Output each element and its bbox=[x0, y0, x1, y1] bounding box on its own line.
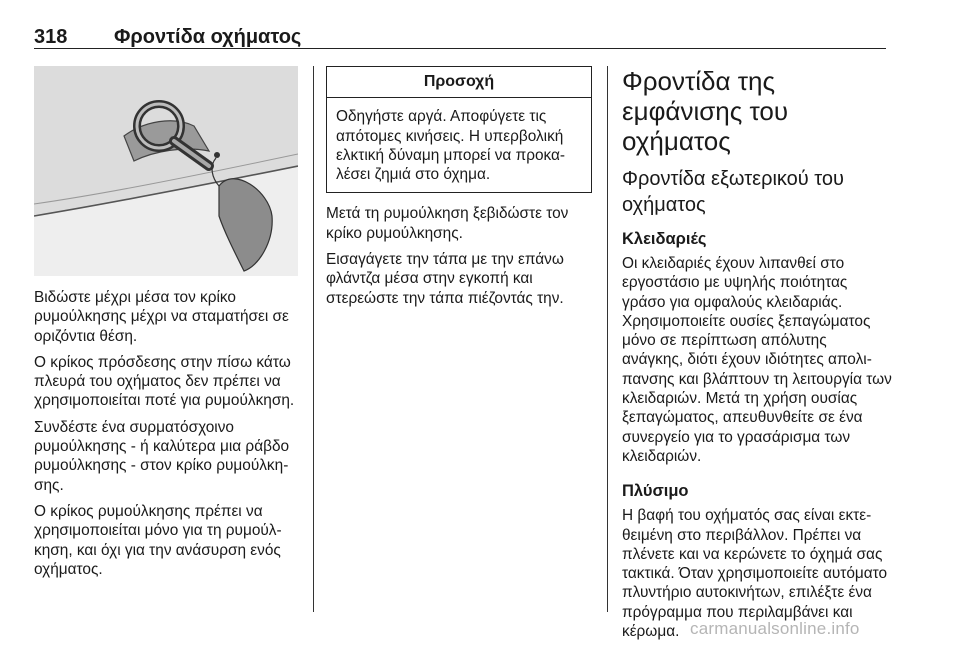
column-1 bbox=[34, 288, 302, 586]
washing-heading: Πλύσιμο bbox=[622, 482, 689, 501]
column-divider-1 bbox=[313, 66, 314, 612]
column-2 bbox=[326, 66, 592, 315]
paragraph: Μετά τη ρυμούλκηση ξεβιδώστε τον κρίκο ρυμούλκησης. bbox=[326, 205, 569, 242]
locks-text: Οι κλειδαριές έχουν λιπανθεί στο εργοστάσιο με υψηλής ποιότητας γράσο για ομφαλούς κλειδαριάς. Χρησιμοποιείτε ουσίες ξεπαγώματος μόνο σε περίπτωση απόλυτης ανάγκης, διότι έχουν ιδιότητες απολιπανσης και βλάπτουν τη λειτουργία των κλειδαριών. Μετά τη χρήση ουσίας ξεπαγώματος, απευθυνθείτε σε ένα συνεργείο για το γρασάρισμα των κλειδαριών. bbox=[622, 255, 892, 465]
header-rule bbox=[34, 48, 886, 49]
page-header bbox=[34, 26, 886, 50]
locks-heading: Κλειδαριές bbox=[622, 230, 707, 248]
caution-text: Οδηγήστε αργά. Αποφύγετε τις απότομες κινήσεις. Η υπερβολική ελκτική δύναμη μπορεί να προκαλέσει ζημιά στο όχημα. bbox=[336, 108, 566, 184]
washing-text: Η βαφή του οχήματός σας είναι εκτεθειμένη στο περιβάλλον. Πρέπει να πλένετε και να κερώνετε το όχημά σας τακτικά. Όταν χρησιμοποιείτε αυτόματο πλυντήριο αυτοκινήτων, επιλέξτε ένα πρόγραμμα που περιλαμβάνει και κέρωμα. bbox=[622, 507, 888, 641]
tow-hook-illustration bbox=[34, 66, 298, 276]
column-divider-2 bbox=[607, 66, 608, 612]
paragraph: Βιδώστε μέχρι μέσα τον κρίκο ρυμούλκησης μέχρι να σταματήσει σε οριζόντια θέση. bbox=[34, 289, 289, 345]
column-3 bbox=[622, 66, 892, 648]
section-heading: Φροντίδα της εμφάνισης του οχήματος bbox=[622, 66, 789, 156]
watermark: carmanualsonline.info bbox=[690, 619, 860, 638]
page-number: 318 bbox=[34, 26, 68, 48]
subsection-heading: Φροντίδα εξωτερικού του οχήματος bbox=[622, 168, 844, 216]
paragraph: Συνδέστε ένα συρματόσχοινο ρυμούλκησης - ή καλύτερα μια ράβδο ρυμούλκησης - στον κρίκο ρυμούλκησης. bbox=[34, 418, 290, 494]
paragraph: Ο κρίκος πρόσδεσης στην πίσω κάτω πλευρά του οχήματος δεν πρέπει να χρησιμοποιείται ποτέ για ρυμούλκηση. bbox=[34, 353, 295, 410]
chapter-title: Φροντίδα οχήματος bbox=[114, 26, 302, 48]
tow-hook-icon bbox=[34, 66, 298, 276]
paragraph: Εισαγάγετε την τάπα με την επάνω φλάντζα μέσα στην εγκοπή και στερεώστε την τάπα πιέζοντάς την. bbox=[326, 251, 564, 307]
paragraph: Ο κρίκος ρυμούλκησης πρέπει να χρησιμοποιείται μόνο για τη ρυμούλκηση, και όχι για την ανάσυρση ενός οχήματος. bbox=[34, 502, 282, 578]
caution-box bbox=[326, 66, 592, 193]
caution-title: Προσοχή bbox=[327, 67, 591, 98]
